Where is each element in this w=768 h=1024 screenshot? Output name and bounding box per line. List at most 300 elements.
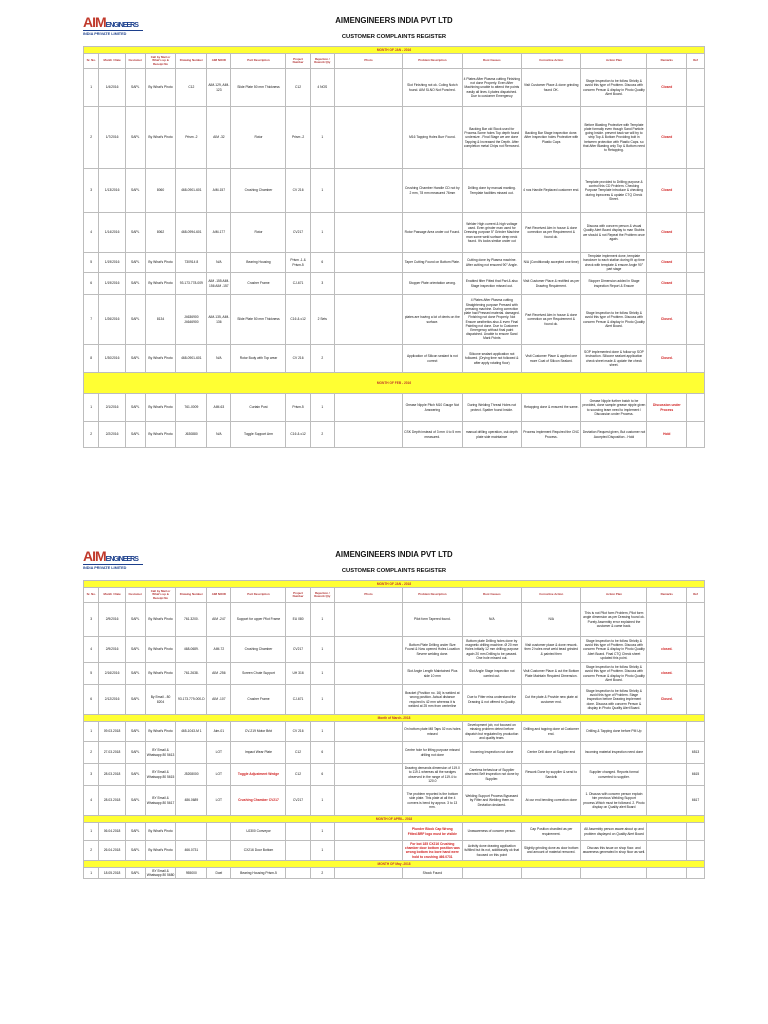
table-cell: 2/16/2016 bbox=[99, 663, 125, 685]
table-row bbox=[84, 786, 705, 816]
table-cell: 27.03.2018 bbox=[99, 742, 125, 764]
table-row bbox=[84, 867, 705, 878]
table-cell: 06.04.2018 bbox=[99, 823, 125, 841]
table-cell: Stage Inspection to be follow Strictly & avoid this type of Problem. Discuss with concern Person & display in Photo Quality Alert Board. Final CTQ Check sheet updated this point. bbox=[581, 637, 647, 663]
table-cell: 2 bbox=[84, 841, 99, 861]
table-cell: By What's Photo bbox=[145, 722, 176, 742]
table-cell bbox=[647, 867, 687, 878]
table-cell bbox=[334, 722, 402, 742]
table-cell: Closed. bbox=[647, 345, 687, 373]
table-cell: 6 bbox=[310, 253, 334, 273]
table-cell bbox=[334, 273, 402, 295]
company-logo: AIMENGINEERS INDIA PRIVATE LIMITED bbox=[83, 546, 173, 574]
table-cell bbox=[334, 69, 402, 107]
table-cell bbox=[687, 422, 705, 448]
table-cell: At our end bending correction done bbox=[522, 786, 581, 816]
register-title: CUSTOMER COMPLAINTS REGISTER bbox=[341, 568, 447, 574]
table-row bbox=[84, 169, 705, 213]
table-cell: Discussion under Process bbox=[647, 394, 687, 422]
table-cell: Closed bbox=[647, 213, 687, 253]
table-cell: SAPL bbox=[125, 295, 145, 345]
table-cell bbox=[334, 685, 402, 715]
table-cell: Closed bbox=[647, 69, 687, 107]
table-cell: 465-1043-M 1 bbox=[176, 722, 207, 742]
table-cell: C12 bbox=[286, 69, 310, 107]
complaints-table bbox=[83, 580, 705, 879]
table-cell: For bot 185 CX216 Crushing chamber door bottom position was wrong bottom inc bore hand were hold to crushing 466.0731 bbox=[403, 841, 462, 861]
table-cell: On bottom plate M8 Taps 02 nos holes missed bbox=[403, 722, 462, 742]
table-cell: plates are having a lot of dents on the surface. bbox=[403, 295, 462, 345]
table-cell: SAPL bbox=[125, 764, 145, 786]
table-cell: Retapping done & ensured the same. bbox=[522, 394, 581, 422]
table-cell: Closed bbox=[647, 253, 687, 273]
column-header: Drawing Number bbox=[176, 54, 207, 69]
table-cell bbox=[687, 823, 705, 841]
table-cell: CX216 Door Bottom bbox=[231, 841, 286, 861]
table-row bbox=[84, 394, 705, 422]
table-cell: Closed. bbox=[647, 685, 687, 715]
table-cell: Slot Finishing not ok. Coling Notch found. AIM SLNO Not Punched. bbox=[403, 69, 462, 107]
table-cell: Curtain Post bbox=[231, 394, 286, 422]
table-cell: SAPL bbox=[125, 69, 145, 107]
table-cell: UH 316 bbox=[286, 663, 310, 685]
table-cell: J5208000 bbox=[176, 764, 207, 786]
table-cell: 8060 bbox=[145, 169, 176, 213]
table-cell: 4 NOS bbox=[310, 69, 334, 107]
table-cell: LOT bbox=[207, 786, 231, 816]
table-cell: Slide Plate 50 mm Thickness bbox=[231, 295, 286, 345]
table-header bbox=[84, 47, 705, 69]
table-cell: 1 bbox=[310, 603, 334, 637]
table-cell: Toggle Adjustment Wedge bbox=[231, 764, 286, 786]
table-cell: Grease Nipple Pitch M10 Gauge Not Answering bbox=[403, 394, 462, 422]
table-cell: 2/1/2016 bbox=[99, 394, 125, 422]
table-cell bbox=[647, 603, 687, 637]
table-cell: 93.173.778-009 bbox=[176, 273, 207, 295]
table-cell: 2 Sets bbox=[310, 295, 334, 345]
table-cell bbox=[687, 169, 705, 213]
column-header: Problem Description bbox=[403, 54, 462, 69]
table-cell: Part Received Aim in house & done correction as per Requirement & found ok. bbox=[522, 213, 581, 253]
table-cell: N/A bbox=[207, 345, 231, 373]
table-cell bbox=[334, 637, 402, 663]
column-header: Ref bbox=[687, 54, 705, 69]
table-cell: AIM-63 bbox=[207, 394, 231, 422]
company-name: AIMENGINEERS INDIA PVT LTD bbox=[335, 16, 453, 25]
table-cell: M16 Tapping Holes Burr Found. bbox=[403, 107, 462, 169]
table-cell: Visit Customer Place & rectified as per Drawing Requirment. bbox=[522, 273, 581, 295]
table-cell: SAPL bbox=[125, 422, 145, 448]
table-cell: Aim-01 bbox=[207, 722, 231, 742]
column-header: Drawing Number bbox=[176, 588, 207, 603]
table-cell: C16 & c12 bbox=[286, 295, 310, 345]
table-cell: 1/30/2016 bbox=[99, 345, 125, 373]
table-cell: CV217 bbox=[286, 637, 310, 663]
table-cell: Prism-5 bbox=[286, 394, 310, 422]
table-cell bbox=[207, 841, 231, 861]
table-cell: By What's Photo bbox=[145, 394, 176, 422]
table-cell: By What's Photo bbox=[145, 603, 176, 637]
table-cell bbox=[334, 213, 402, 253]
table-cell: Unawareness of concern person. bbox=[462, 823, 521, 841]
table-cell: By What's Photo bbox=[145, 107, 176, 169]
table-cell bbox=[334, 603, 402, 637]
table-row bbox=[84, 603, 705, 637]
table-cell: Toggle Support Arm bbox=[231, 422, 286, 448]
table-cell: AIM -155 AIM-156 AIM -157 bbox=[207, 273, 231, 295]
table-cell: EU 080 bbox=[286, 603, 310, 637]
table-cell: Crusher Frame bbox=[231, 685, 286, 715]
table-cell: C12 bbox=[176, 69, 207, 107]
column-header: Ref bbox=[687, 588, 705, 603]
table-cell: CV 216 bbox=[286, 169, 310, 213]
table-row bbox=[84, 422, 705, 448]
table-cell: SAPL bbox=[125, 394, 145, 422]
column-header: Month / Date bbox=[99, 588, 125, 603]
month-banner: MONTH OF APRIL- 2018 bbox=[84, 816, 705, 823]
table-cell: SAPL bbox=[125, 603, 145, 637]
table-cell: AIM -256 bbox=[207, 663, 231, 685]
table-row bbox=[84, 273, 705, 295]
table-cell: N/A (Conditionally accepted one time) bbox=[522, 253, 581, 273]
table-cell: Visit customer place & done rework. then 2 holes newl weld bead grinded & painted then bbox=[522, 637, 581, 663]
table-cell: 468-0689. bbox=[176, 637, 207, 663]
table-cell: Prism -2 bbox=[176, 107, 207, 169]
table-cell bbox=[647, 722, 687, 742]
table-cell bbox=[334, 345, 402, 373]
column-header: Customer bbox=[125, 54, 145, 69]
column-header: Month / Date bbox=[99, 54, 125, 69]
table-cell: Drilling done by manual marking. Template facilities missed out. bbox=[462, 169, 521, 213]
table-cell: Rotor bbox=[231, 213, 286, 253]
table-cell bbox=[687, 295, 705, 345]
table-cell: 3 bbox=[84, 169, 99, 213]
table-cell: Closed bbox=[647, 273, 687, 295]
table-cell: 1 bbox=[310, 663, 334, 685]
april-rows bbox=[84, 823, 705, 861]
column-header: Remarks bbox=[647, 54, 687, 69]
table-cell bbox=[581, 867, 647, 878]
table-cell: Prism -2 bbox=[286, 107, 310, 169]
month-banner: MONTH OF FEB - 2016 bbox=[84, 373, 705, 394]
table-cell: BY Email & Whatsapp 80 5613 bbox=[145, 742, 176, 764]
table-cell: Deviation Request given, But customer not Accepted Disposition - Hold bbox=[581, 422, 647, 448]
table-cell: Welding Support Process Bypassed by Fitter and Welding them.no Deviation declared. bbox=[462, 786, 521, 816]
table-cell: 468-0994-601 bbox=[176, 213, 207, 253]
table-cell: SAPL bbox=[125, 685, 145, 715]
table-cell bbox=[687, 107, 705, 169]
table-cell: AIM -32 bbox=[207, 107, 231, 169]
jan-rows bbox=[84, 69, 705, 373]
table-row bbox=[84, 663, 705, 685]
table-cell: SOP implemented done & follow up SOP instruction. Silicone sealant application check sheet made & update the check sheet. bbox=[581, 345, 647, 373]
column-header: Action Plan bbox=[581, 588, 647, 603]
table-cell: 1. Discuss with concern person explain him previous Welding Support process.Which must be followed. 2. Photo display on Quality alert Board bbox=[581, 786, 647, 816]
table-row bbox=[84, 253, 705, 273]
table-cell: closed. bbox=[647, 663, 687, 685]
table-cell: Slightly grinding done as door bottom and amount of material removed. bbox=[522, 841, 581, 861]
table-cell: Part Received Aim in house & done correction as per Requirement & found ok. bbox=[522, 295, 581, 345]
table-cell bbox=[334, 786, 402, 816]
column-header: Root Causes bbox=[462, 588, 521, 603]
table-cell: 1 bbox=[84, 722, 99, 742]
table-cell bbox=[334, 823, 402, 841]
table-cell: 1/4/2016 bbox=[99, 69, 125, 107]
table-cell: Stage Inspection to be follow Strictly & avoid this type of Problem. Stage Inspection before Drawing implement done. Discuss with concern Person & display in Photo Quality Alert Board. bbox=[581, 685, 647, 715]
table-cell: SAPL bbox=[125, 722, 145, 742]
march-rows bbox=[84, 722, 705, 816]
table-cell: 6615 bbox=[687, 764, 705, 786]
table-cell: 5 bbox=[84, 663, 99, 685]
table-cell: 955000 bbox=[176, 867, 207, 878]
column-header: Part Description bbox=[231, 588, 286, 603]
table-cell bbox=[176, 823, 207, 841]
table-cell: SAPL bbox=[125, 663, 145, 685]
table-cell: 3 bbox=[310, 273, 334, 295]
table-cell: N/A bbox=[462, 603, 521, 637]
table-cell: Discuss with concern person & visual Quality Alert Board display to man Stubbs we should & not Repeat the Problem once again. bbox=[581, 213, 647, 253]
table-cell: 1/26/2016 bbox=[99, 295, 125, 345]
table-cell: AIM -107 bbox=[207, 685, 231, 715]
table-cell bbox=[334, 295, 402, 345]
month-banner: MONTH OF JAN - 2018 bbox=[84, 581, 705, 588]
table-cell: Due to Fitter miss understand the Drawing & not offered to Quality. bbox=[462, 685, 521, 715]
table-cell: Doel bbox=[207, 867, 231, 878]
table-cell: Welder High current & high voltage used. Even grinder man used for Dressing purpose 5" Grinder Machine man some weld surface deep neck found. It's looks similar under cut bbox=[462, 213, 521, 253]
table-cell: Rotor Body with Top wear bbox=[231, 345, 286, 373]
table-cell: 761.3200. bbox=[176, 603, 207, 637]
table-cell: Support for upper Pilot Frame bbox=[231, 603, 286, 637]
table-cell: Prism -1 & Prism-5 bbox=[286, 253, 310, 273]
table-cell: 3 bbox=[84, 764, 99, 786]
table-cell: Shock Found bbox=[403, 867, 462, 878]
table-cell: Slide Plate 50 mm Thickness bbox=[231, 69, 286, 107]
table-cell: 1 bbox=[84, 394, 99, 422]
table-cell: 1 bbox=[84, 867, 99, 878]
table-cell: 1/14/2016 bbox=[99, 213, 125, 253]
register-title: CUSTOMER COMPLAINTS REGISTER bbox=[341, 34, 447, 40]
month-banner: MONTH OF May -2018 bbox=[84, 860, 705, 867]
table-row bbox=[84, 841, 705, 861]
table-cell: 1/19/2016 bbox=[99, 253, 125, 273]
table-cell: AIM -247 bbox=[207, 603, 231, 637]
table-cell: 8062 bbox=[145, 213, 176, 253]
table-cell: Drawing demands dimension of 119.0 to 119.1 whereas all the wedges observed in the range of 119.4 to 120.0 bbox=[403, 764, 462, 786]
table-row bbox=[84, 685, 705, 715]
table-cell: By What's Photo bbox=[145, 823, 176, 841]
table-cell: 4 nos Handle Replaced customer end. bbox=[522, 169, 581, 213]
table-cell: CV 216 bbox=[286, 345, 310, 373]
table-cell: AIM-72 bbox=[207, 637, 231, 663]
table-cell: 4 bbox=[84, 213, 99, 253]
table-cell: Template provided to Drilling purpose & control this CD Problem. Checking Purpose Template introduce & checking during Inprocess & update CTQ Check Sheet. bbox=[581, 169, 647, 213]
table-cell: SAPL bbox=[125, 169, 145, 213]
table-cell: Visit Customer Place & done grinding found OK. bbox=[522, 69, 581, 107]
table-cell: C12 bbox=[286, 764, 310, 786]
month-banner: Month of March- 2018 bbox=[84, 715, 705, 722]
table-cell: 1 bbox=[310, 169, 334, 213]
column-header: Project Number bbox=[286, 54, 310, 69]
column-header: Remarks bbox=[647, 588, 687, 603]
table-cell: Backing Bar old Stock used for Process.Some holes Top depth found undersize . Final Stage we are done Tapping & Increased the Depth. After completion metal Chips not Removed. bbox=[462, 107, 521, 169]
table-cell bbox=[207, 823, 231, 841]
table-cell bbox=[687, 394, 705, 422]
table-cell: Pilot form Tapered found. bbox=[403, 603, 462, 637]
table-cell bbox=[687, 663, 705, 685]
column-header: Root Causes bbox=[462, 54, 521, 69]
table-cell: 6 bbox=[84, 273, 99, 295]
table-cell: 1 bbox=[310, 823, 334, 841]
column-header: AIM NO/ID bbox=[207, 588, 231, 603]
table-cell: By What's Photo bbox=[145, 663, 176, 685]
table-cell: Grease Nipple further batch to be provided, done sample grease nipple given to sourcing team need to implement / Discussion under Process. bbox=[581, 394, 647, 422]
table-cell bbox=[687, 685, 705, 715]
table-cell: Bracket (Position no. 16) is welded at wrong position. Actual distance required is 42 mm whereas it is welded at 25 mm from centerline bbox=[403, 685, 462, 715]
table-row bbox=[84, 742, 705, 764]
table-cell: 93.173.779-000-D bbox=[176, 685, 207, 715]
table-cell: CSK Depth instead of 3 mm 4 to 5 mm measured. bbox=[403, 422, 462, 448]
table-cell: By What's Photo bbox=[145, 345, 176, 373]
table-cell bbox=[334, 867, 402, 878]
header-row bbox=[84, 588, 705, 603]
table-cell: AIM-177 bbox=[207, 213, 231, 253]
table-cell: 1 bbox=[310, 786, 334, 816]
column-header: Customer bbox=[125, 588, 145, 603]
table-cell: All Assembly person aware about cp and problem displayed on Quality Alert Board bbox=[581, 823, 647, 841]
table-cell: Taper Cutting Found on Bottom Plate. bbox=[403, 253, 462, 273]
table-cell: SAPL bbox=[125, 253, 145, 273]
table-cell: 09.03.2018 bbox=[99, 722, 125, 742]
table-cell bbox=[334, 841, 402, 861]
table-cell: 6617 bbox=[687, 786, 705, 816]
column-header: Sr. No. bbox=[84, 588, 99, 603]
table-cell: 1 bbox=[84, 69, 99, 107]
table-cell: CJ-671 bbox=[286, 685, 310, 715]
table-cell: Closed bbox=[647, 107, 687, 169]
table-cell: Bottom plate Drilling holes done by magnetic drilling machine. Ø 20 mm Holes initially 12 mm drilling purpose again 20 mm Drilling to be passed. One hole missed out. bbox=[462, 637, 521, 663]
table-cell: CV 216 bbox=[286, 722, 310, 742]
table-cell: Template implement done, template handover to each station during fit up time check with template & ensure Angle 90° part stage bbox=[581, 253, 647, 273]
table-cell: Closed bbox=[647, 169, 687, 213]
table-cell: N/A bbox=[522, 603, 581, 637]
table-cell: Incoming Inspection not done bbox=[462, 742, 521, 764]
table-cell: 1/13/2016 bbox=[99, 169, 125, 213]
table-cell: 4 bbox=[84, 637, 99, 663]
table-row bbox=[84, 345, 705, 373]
table-cell: Crusher Frame bbox=[231, 273, 286, 295]
table-cell bbox=[334, 422, 402, 448]
table-cell: 2/2/2016 bbox=[99, 422, 125, 448]
table-cell bbox=[687, 841, 705, 861]
table-cell bbox=[687, 345, 705, 373]
column-header: Rejection / Rework Qty bbox=[310, 54, 334, 69]
table-cell: 3 bbox=[84, 603, 99, 637]
table-cell: 2 bbox=[84, 742, 99, 764]
table-cell bbox=[334, 394, 402, 422]
jan-rows bbox=[84, 603, 705, 715]
table-cell: Slot Angle Length Maintained Plus side 10 mm bbox=[403, 663, 462, 685]
table-cell bbox=[687, 253, 705, 273]
table-cell: 2/12/2016 bbox=[99, 685, 125, 715]
table-cell: 468-0901-601 bbox=[176, 169, 207, 213]
table-cell: Bearing Housing bbox=[231, 253, 286, 273]
table-cell: AIM-129, AIM-123 bbox=[207, 69, 231, 107]
table-cell bbox=[334, 742, 402, 764]
table-cell: 1 bbox=[310, 841, 334, 861]
table-cell: 5 bbox=[84, 253, 99, 273]
table-cell: Rotor bbox=[231, 107, 286, 169]
table-cell: manual drilling operation, csk depth plate side maintaince bbox=[462, 422, 521, 448]
column-header: Part Description bbox=[231, 54, 286, 69]
table-cell: 1 bbox=[310, 722, 334, 742]
company-name: AIMENGINEERS INDIA PVT LTD bbox=[335, 550, 453, 559]
table-cell: CV217 bbox=[286, 786, 310, 816]
table-cell bbox=[286, 823, 310, 841]
table-cell: 2 bbox=[84, 422, 99, 448]
table-cell: 7 bbox=[84, 295, 99, 345]
column-header: Rejection / Rework Qty bbox=[310, 588, 334, 603]
table-cell bbox=[334, 253, 402, 273]
table-cell: SAPL bbox=[125, 345, 145, 373]
table-cell: 6 bbox=[310, 742, 334, 764]
table-cell: C16 & c12 bbox=[286, 422, 310, 448]
table-cell: Process implement Required the CNC Process. bbox=[522, 422, 581, 448]
table-cell: 28.03.2018 bbox=[99, 786, 125, 816]
table-cell: The problem reported is the bottom side plate. This plate at all the 4 corners is bend by approx. 3 to 13 mm. bbox=[403, 786, 462, 816]
table-cell: 4 bbox=[84, 786, 99, 816]
table-cell: LOT bbox=[207, 742, 231, 764]
table-cell bbox=[334, 107, 402, 169]
table-cell: Centre Drill done at Supplier end bbox=[522, 742, 581, 764]
table-cell: 761.2638. bbox=[176, 663, 207, 685]
table-cell: 1 bbox=[310, 637, 334, 663]
table-row bbox=[84, 213, 705, 253]
table-cell bbox=[687, 273, 705, 295]
table-cell: SAPL bbox=[125, 107, 145, 169]
table-cell bbox=[647, 764, 687, 786]
column-header: AIM NO/ID bbox=[207, 54, 231, 69]
table-cell: Careless behaviour of Supplier observed.Self inspection not done by Supplier. bbox=[462, 764, 521, 786]
table-cell: 26.04.2018 bbox=[99, 841, 125, 861]
table-cell: UJ300 Conveyor bbox=[231, 823, 286, 841]
table-cell: BY Email & Whatsapp 80 5680 bbox=[146, 868, 175, 878]
column-header: Problem Description bbox=[403, 588, 462, 603]
table-cell: Development job, not focused on missing problem detect before dispatch but regulated by production and quality team. bbox=[462, 722, 521, 742]
column-header: Photo bbox=[334, 588, 402, 603]
table-cell: Screen Chute Support bbox=[231, 663, 286, 685]
table-cell: SAPL bbox=[125, 867, 145, 878]
table-cell: 1/7/2016 bbox=[99, 107, 125, 169]
table-cell: 1 bbox=[310, 685, 334, 715]
table-row bbox=[84, 764, 705, 786]
table-cell: 730914 8 bbox=[176, 253, 207, 273]
table-cell: N/A bbox=[207, 253, 231, 273]
table-cell: Cutting done by Plasma machine. After cutting not ensured 90° Angle. bbox=[462, 253, 521, 273]
table-cell: Hold bbox=[647, 422, 687, 448]
table-cell: CV217 bbox=[286, 213, 310, 253]
column-header: Photo bbox=[334, 54, 402, 69]
table-cell: 2 bbox=[84, 107, 99, 169]
table-cell bbox=[687, 867, 705, 878]
table-cell: By What's Photo bbox=[145, 69, 176, 107]
table-cell: N/A bbox=[207, 422, 231, 448]
table-cell: Stopper Dimension added in Stage inspection Report & Ensure bbox=[581, 273, 647, 295]
table-cell: By Email - 80 8204 bbox=[145, 685, 176, 715]
register-page-2 bbox=[83, 542, 705, 1024]
table-cell: 2 bbox=[310, 867, 334, 878]
complaints-table bbox=[83, 46, 705, 448]
table-cell: This is not Pilot form Problem, Pilot form angle dimension as per Drawing found ok. Purely Assembly error explained the customer & came back. bbox=[581, 603, 647, 637]
